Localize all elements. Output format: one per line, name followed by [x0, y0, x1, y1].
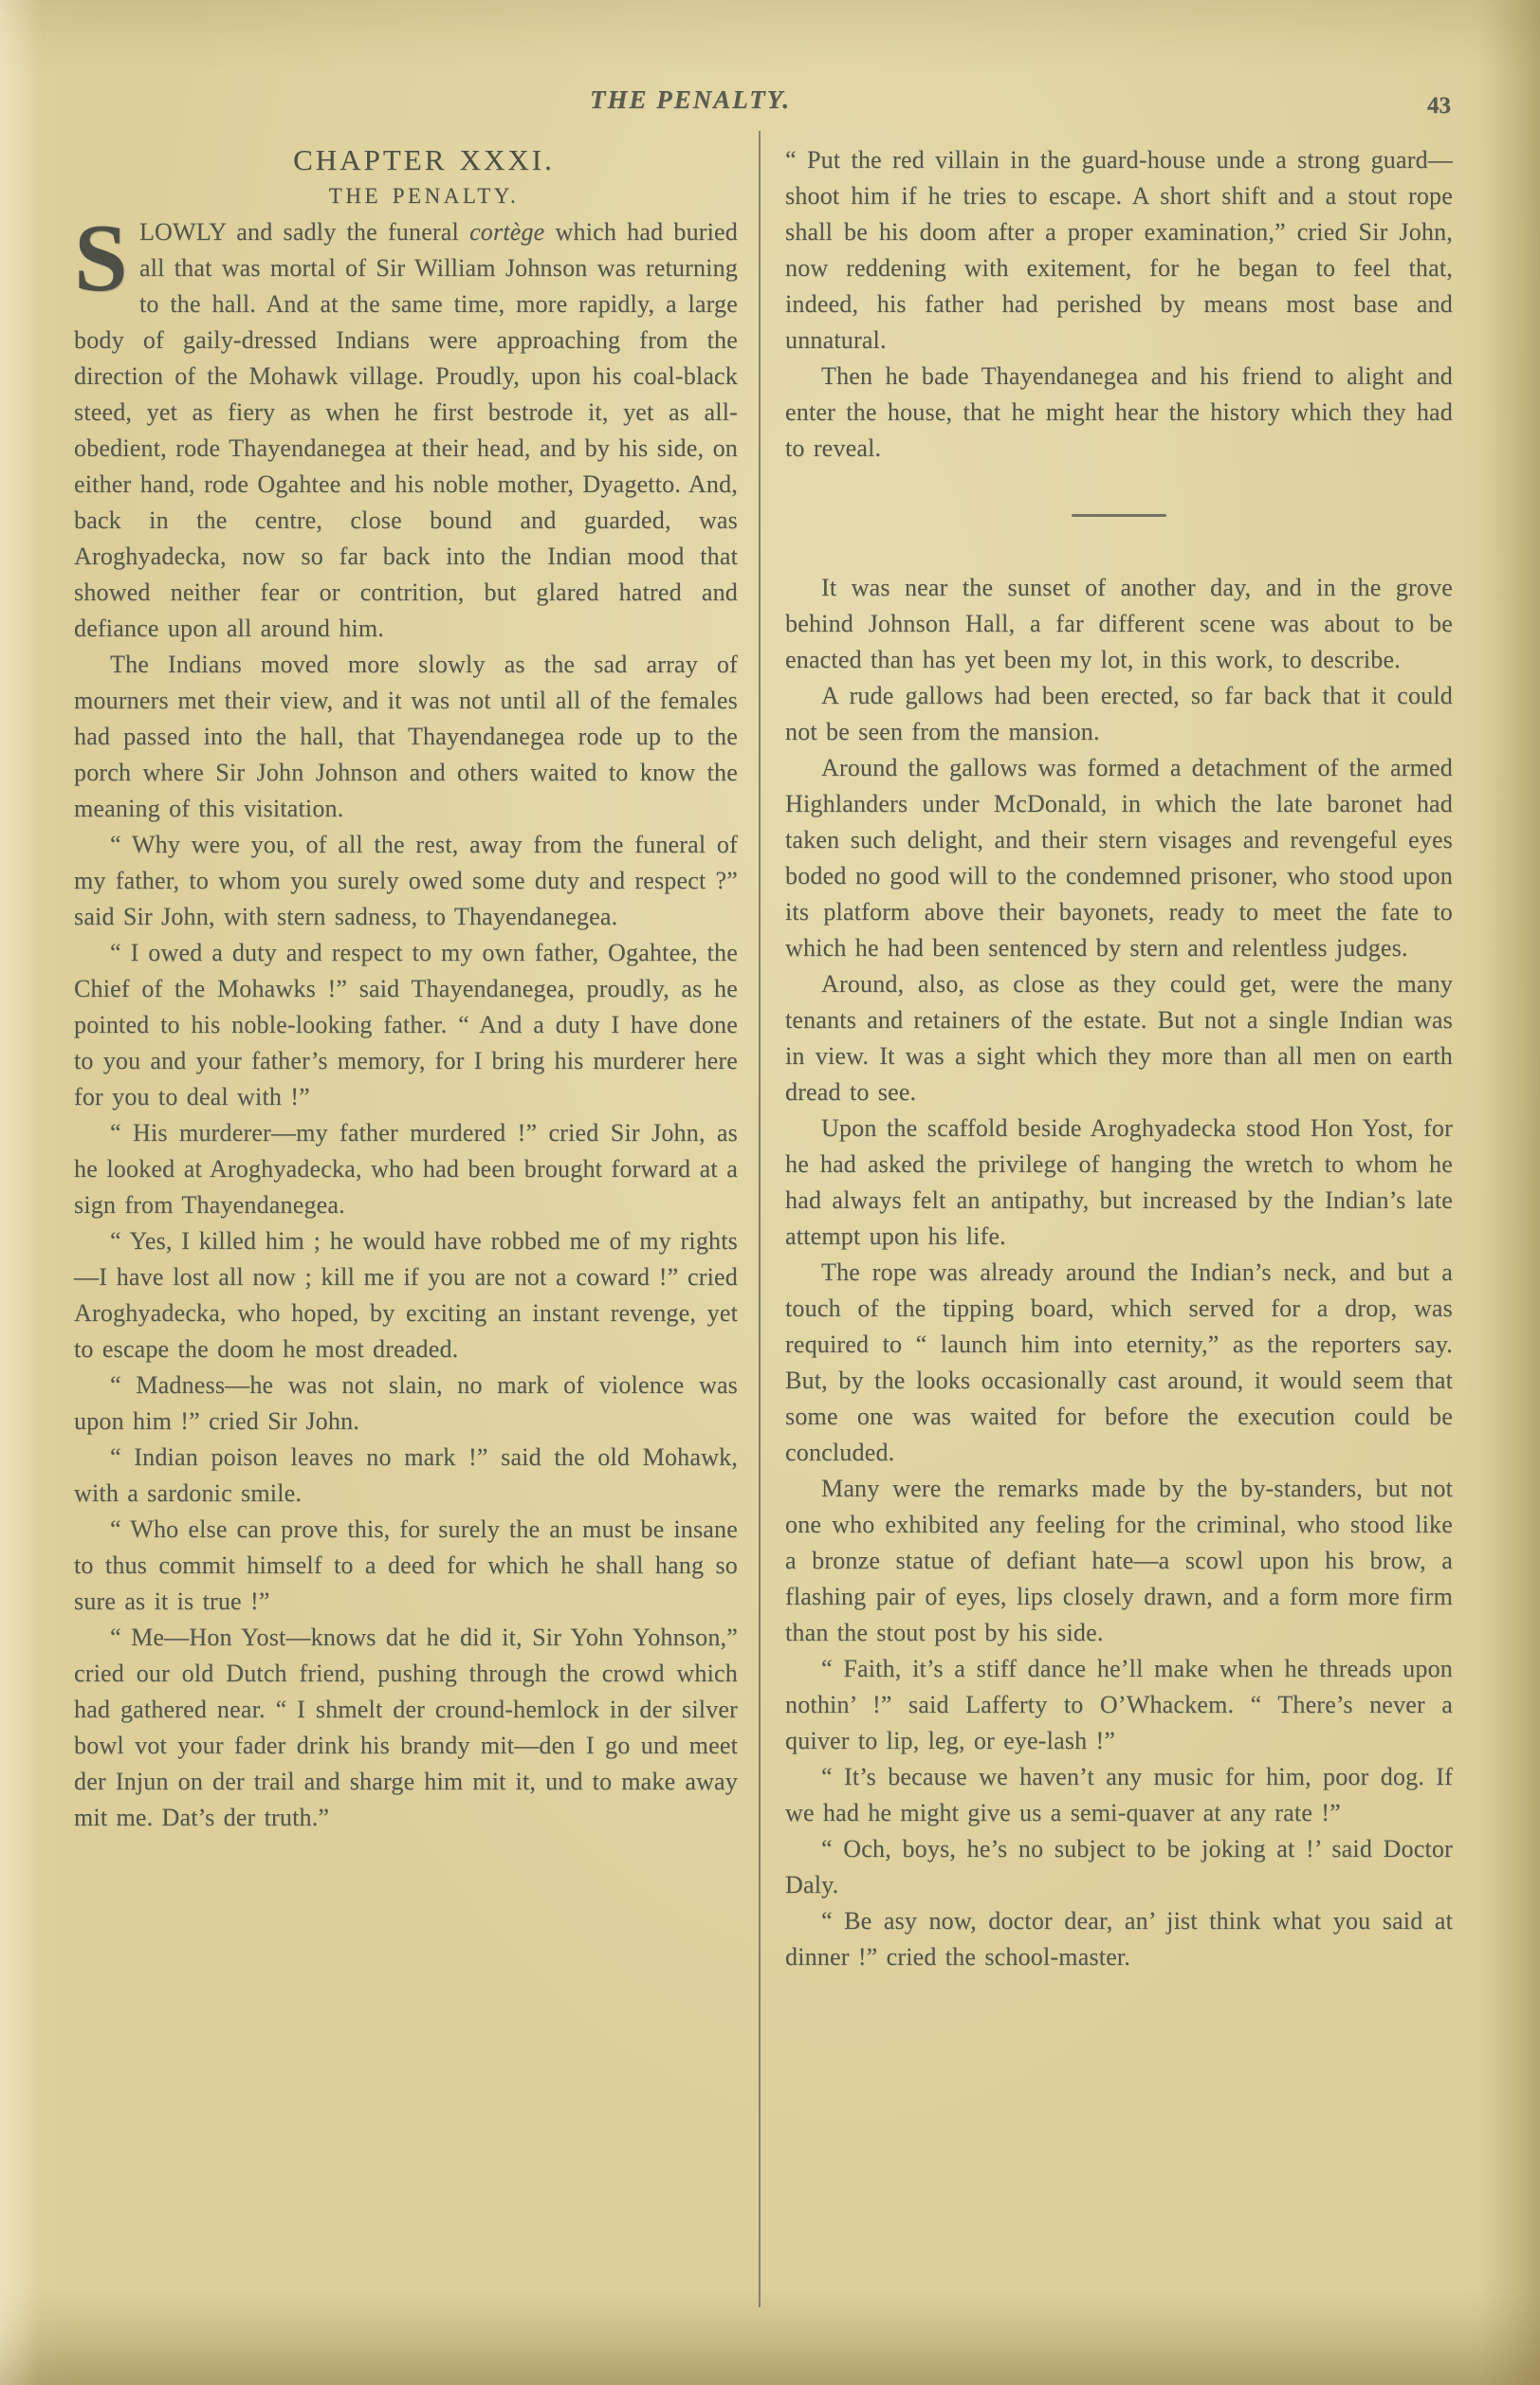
paragraph: “ Be asy now, doctor dear, an’ jist think what you said at dinner !” cried the school-master. [785, 1907, 1453, 1971]
paragraph: “ Put the red villain in the guard-house unde a strong guard—shoot him if he tries to escape. A short shift and a stout rope shall be his doom after a proper examination,” cried Sir John, now reddening with exitement, for he began to feel that, indeed, his father had perished by means most base and unnatural. [785, 146, 1453, 354]
paragraph: “ His murderer—my father murdered !” cried Sir John, as he looked at Aroghyadecka, who had been brought forward at a sign from Thayendanegea. [74, 1119, 738, 1219]
paragraph: It was near the sunset of another day, and in the grove behind Johnson Hall, a far different scene was about to be enacted than has yet been my lot, in this work, to describe. [785, 574, 1453, 673]
left-column [74, 142, 738, 1836]
right-column [785, 142, 1453, 1975]
paragraph: The rope was already around the Indian’s neck, and but a touch of the tipping board, which served for a drop, was required to “ launch him into eternity,” as the reporters say. But, by the looks occasionally cast around, it would seem that some one was waited for before the execution could be concluded. [785, 1258, 1453, 1466]
paragraph: Upon the scaffold beside Aroghyadecka stood Hon Yost, for he had asked the privilege of hanging the wretch to whom he had always felt an antipathy, but increased by the Indian’s late attempt upon his life. [785, 1114, 1453, 1250]
paragraph: A rude gallows had been erected, so far back that it could not be seen from the mansion. [785, 682, 1453, 745]
paragraph: “ Madness—he was not slain, no mark of violence was upon him !” cried Sir John. [74, 1371, 738, 1435]
paragraph: “ Yes, I killed him ; he would have robbed me of my rights—I have lost all now ; kill me if you are not a coward !” cried Aroghyadecka, who hoped, by exciting an instant revenge, yet to escape the doom he most dreaded. [74, 1227, 738, 1363]
paragraph: “ Me—Hon Yost—knows dat he did it, Sir Yohn Yohnson,” cried our old Dutch friend, pushing through the crowd which had gathered near. “ I shmelt der cround-hemlock in der silver bowl vot your fader drink his brandy mit—den I go und meet der Injun on der trail and sharge him mit it, und to make away mit me. Dat’s der truth.” [74, 1624, 738, 1831]
dropcap-initial: S [74, 205, 128, 312]
section-break-rule [1072, 514, 1166, 517]
chapter-subheading: THE PENALTY. [328, 184, 520, 208]
paragraph: Many were the remarks made by the by-standers, but not one who exhibited any feeling for the criminal, who stood like a bronze statue of defiant hate—a scowl upon his brow, a flashing pair of eyes, lips closely drawn, and a form more firm than the stout post by his side. [785, 1475, 1453, 1646]
paragraph: “ Indian poison leaves no mark !” said the old Mohawk, with a sardonic smile. [74, 1443, 738, 1507]
paragraph: “ Why were you, of all the rest, away from the funeral of my father, to whom you surely owed some duty and respect ?” said Sir John, with stern sadness, to Thayendanegea. [74, 831, 738, 930]
paragraph: “ Faith, it’s a stiff dance he’ll make when he threads upon nothin’ !” said Lafferty to O’Whackem. “ There’s never a quiver to lip, leg, or eye-lash !” [785, 1655, 1453, 1754]
paragraph: Around, also, as close as they could get, were the many tenants and retainers of the estate. But not a single Indian was in view. It was a sight which they more than all men on earth dread to see. [785, 970, 1453, 1106]
paragraph: “ It’s because we haven’t any music for him, poor dog. If we had he might give us a semi-quaver at any rate !” [785, 1763, 1453, 1826]
page-number: 43 [1427, 93, 1451, 119]
paragraph: Around the gallows was formed a detachment of the armed Highlanders under McDonald, in which the late baronet had taken such delight, and their stern visages and revengeful eyes boded no good will to the condemned prisoner, who stood upon its platform above their bayonets, ready to meet the fate to which he had been sentenced by stern and relentless judges. [785, 754, 1453, 962]
opening-text-post: which had buried all that was mortal of Sir William Johnson was returning to the hall. And at the same time, more rapidly, a large body of gaily-dressed Indians were approaching from the direction of the Mohawk village. Proudly, upon his coal-black steed, yet as fiery as when he first bestrode it, yet as all-obedient, rode Thayendanegea at their head, and by his side, on either hand, rode Ogahtee and his noble mother, Dyagetto. And, back in the centre, close bound and guarded, was Aroghyadecka, now so far back into the Indian mood that showed neither fear or contrition, but glared hatred and defiance upon all around him. [74, 218, 738, 642]
paragraph: The Indians moved more slowly as the sad array of mourners met their view, and it was not until all of the females had passed into the hall, that Thayendanegea rode up to the porch where Sir John Johnson and others waited to know the meaning of this visitation. [74, 651, 738, 822]
running-title: THE PENALTY. [590, 85, 791, 114]
paragraph: “ Och, boys, he’s no subject to be joking at !’ said Doctor Daly. [785, 1835, 1453, 1899]
paragraph: “ Who else can prove this, for surely the an must be insane to thus commit himself to a deed for which he shall hang so sure as it is true !” [74, 1515, 738, 1615]
chapter-heading: CHAPTER XXXI. [293, 143, 555, 176]
paragraph: Then he bade Thayendanegea and his friend to alight and enter the house, that he might hear the history which they had to reveal. [785, 362, 1453, 462]
paragraph: “ I owed a duty and respect to my own father, Ogahtee, the Chief of the Mohawks !” said Thayendanegea, proudly, as he pointed to his noble-looking father. “ And a duty I have done to you and your father’s memory, for I bring his murderer here for you to deal with !” [74, 939, 738, 1110]
opening-text-pre: LOWLY and sadly the funeral [138, 218, 470, 246]
column-divider-rule [759, 131, 761, 2307]
running-head [74, 85, 1453, 127]
paragraph-opening [74, 205, 738, 647]
opening-text-italic: cortège [469, 218, 545, 246]
